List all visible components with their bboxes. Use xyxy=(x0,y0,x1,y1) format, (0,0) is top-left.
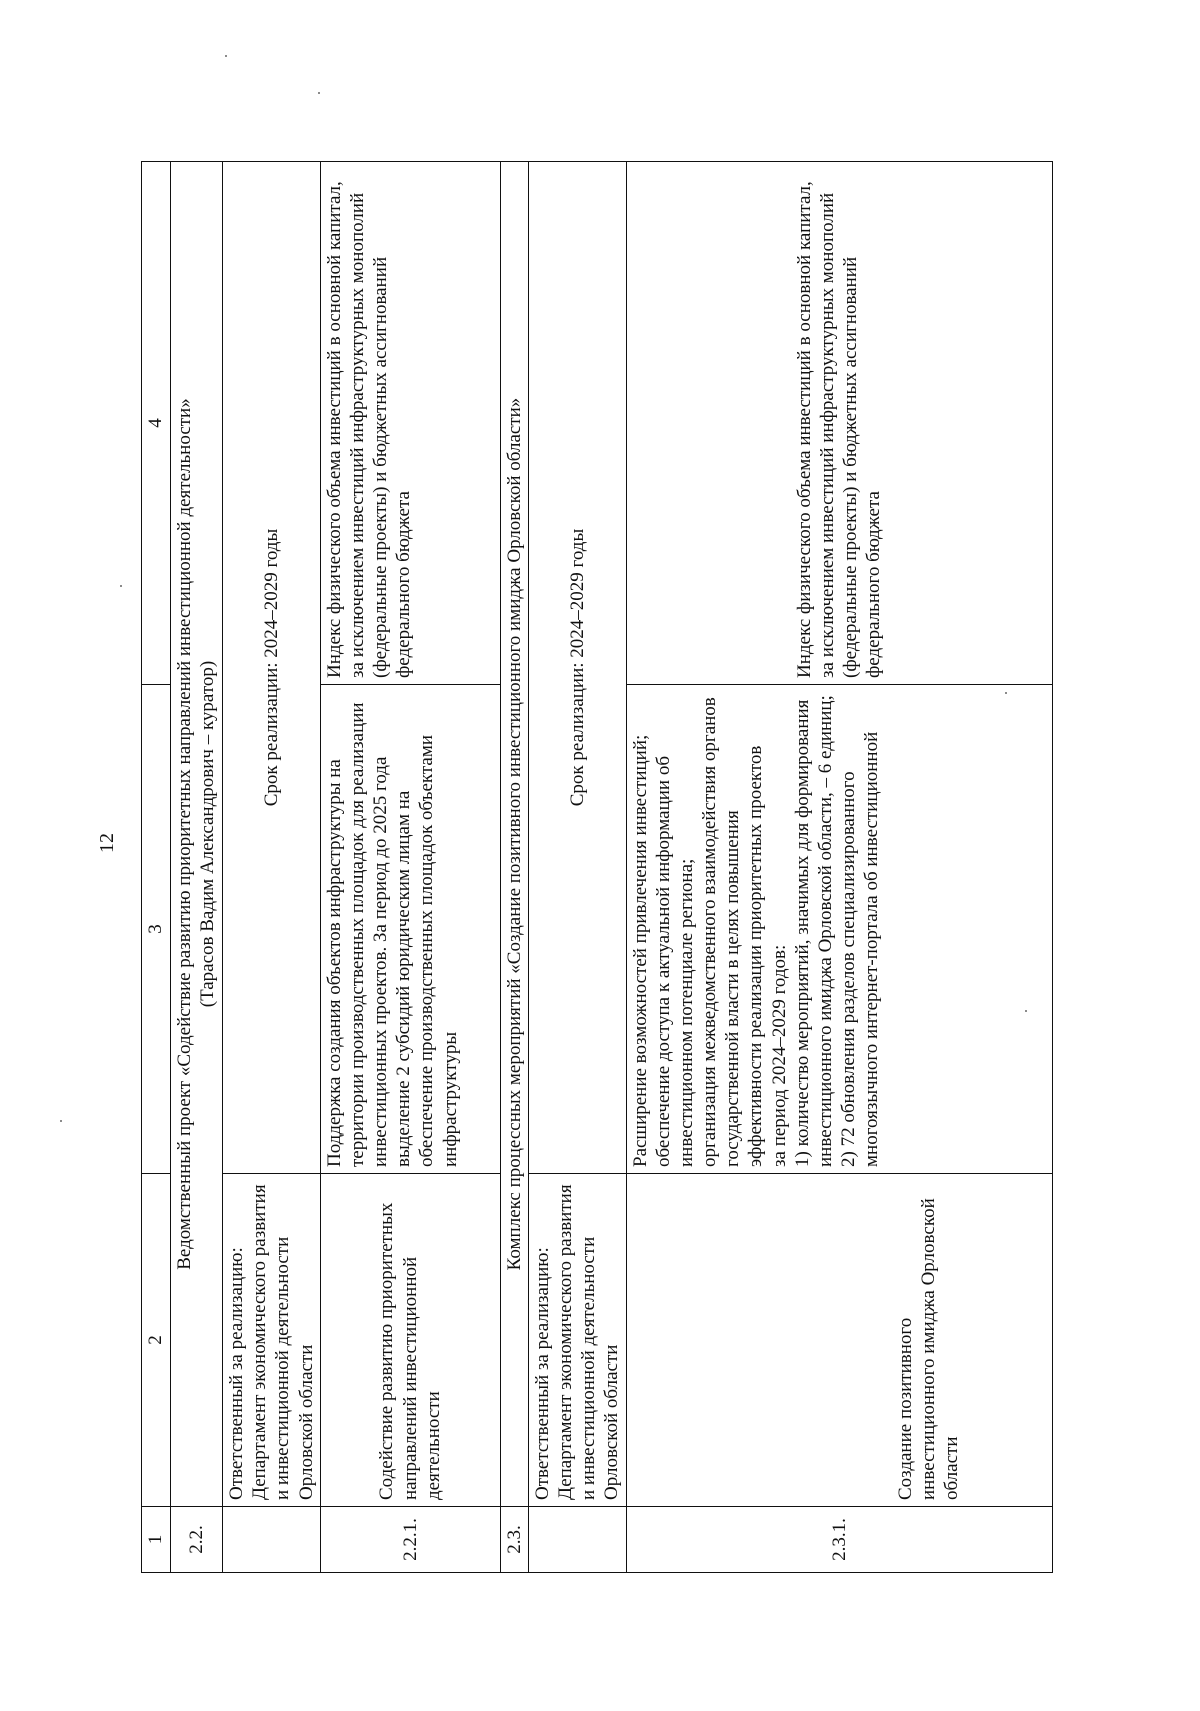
section-title: Комплекс процессных мероприятий «Создание позитивного инвестиционного имиджа Орловской области» xyxy=(500,162,528,1507)
item-number: 2.3.1. xyxy=(626,1507,1052,1573)
section-2-2-responsible-row xyxy=(223,162,321,1573)
header-col-1: 1 xyxy=(142,1507,171,1573)
scan-speck xyxy=(60,1120,62,1122)
empty-cell xyxy=(223,1507,321,1573)
measures-table xyxy=(141,161,1053,1573)
item-result: Поддержка создания объектов инфраструктуры на территории производственных площадок для реализации инвестиционных проектов. За период до 2025 года выделение 2 субсидий юридическим лицам на обеспечение производственных площадок объектами инфраструктуры xyxy=(320,685,500,1174)
item-name: Создание позитивного инвестиционного имиджа Орловской области xyxy=(626,1174,1052,1507)
section-title: Ведомственный проект «Содействие развитию приоритетных направлений инвестиционной деятельности» (Тарасов Вадим Александрович – куратор) xyxy=(171,162,223,1507)
scan-speck xyxy=(120,585,122,587)
item-indicator: Индекс физического объема инвестиций в основной капитал, за исключением инвестиций инфраструктурных монополий (федеральные проекты) и бюджетных ассигнований федерального бюджета xyxy=(320,162,500,685)
empty-cell xyxy=(528,1507,626,1573)
section-number: 2.2. xyxy=(171,1507,223,1573)
page-number: 12 xyxy=(95,833,118,853)
scan-speck xyxy=(225,55,227,57)
header-col-2: 2 xyxy=(142,1174,171,1507)
header-col-3: 3 xyxy=(142,685,171,1174)
item-2-3-1-row xyxy=(626,162,1052,1573)
scan-speck xyxy=(1025,1010,1027,1012)
section-2-2-title-row xyxy=(171,162,223,1573)
item-name: Содействие развитию приоритетных направлений инвестиционной деятельности xyxy=(320,1174,500,1507)
item-result: Расширение возможностей привлечения инвестиций; обеспечение доступа к актуальной информации об инвестиционном потенциале региона; организация межведомственного взаимодействия органов государственной власти в целях повышения эффективности реализации приоритетных проектов за период 2024–2029 годов: 1) количество мероприятий, значимых для формирования инвестиционного имиджа Орловской области, – 6 единиц; 2) 72 обновления разделов специализированного многоязычного интернет-портала об инвестиционной xyxy=(626,685,1052,1174)
section-number: 2.3. xyxy=(500,1507,528,1573)
header-row xyxy=(142,162,171,1573)
responsible-text: Ответственный за реализацию: Департамент экономического развития и инвестиционной деятельности Орловской области xyxy=(528,1174,626,1507)
item-number: 2.2.1. xyxy=(320,1507,500,1573)
item-2-2-1-row xyxy=(320,162,500,1573)
section-2-3-title-row xyxy=(500,162,528,1573)
item-indicator: Индекс физического объема инвестиций в основной капитал, за исключением инвестиций инфраструктурных монополий (федеральные проекты) и бюджетных ассигнований федерального бюджета xyxy=(626,162,1052,685)
scan-speck xyxy=(318,92,320,94)
responsible-text: Ответственный за реализацию: Департамент экономического развития и инвестиционной деятельности Орловской области xyxy=(223,1174,321,1507)
section-2-3-responsible-row xyxy=(528,162,626,1573)
scan-speck xyxy=(1005,692,1007,694)
term-text: Срок реализации: 2024–2029 годы xyxy=(528,162,626,1174)
term-text: Срок реализации: 2024–2029 годы xyxy=(223,162,321,1174)
header-col-4: 4 xyxy=(142,162,171,685)
rotated-table-wrapper xyxy=(141,162,1053,1573)
